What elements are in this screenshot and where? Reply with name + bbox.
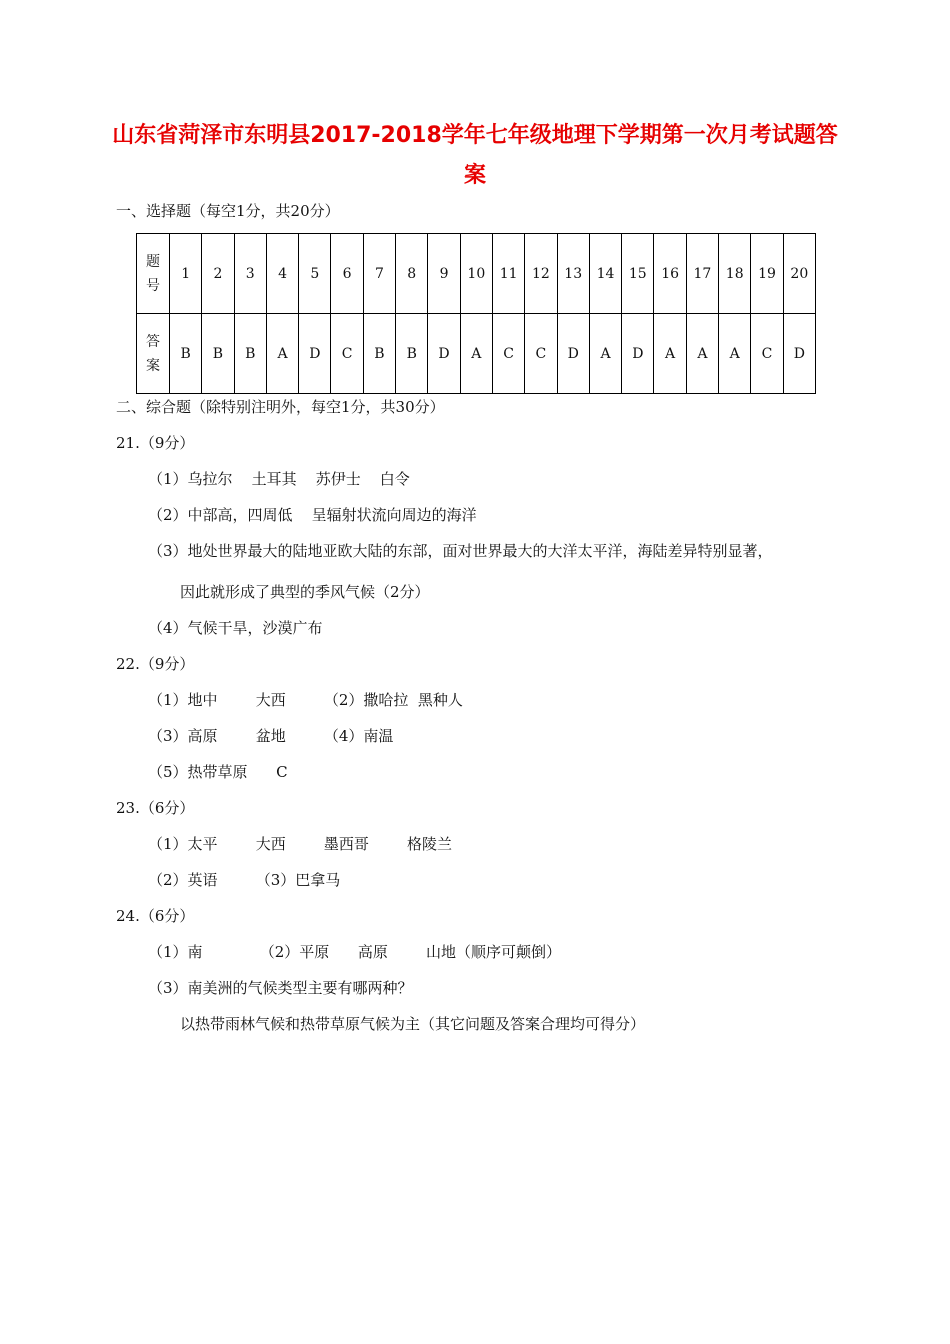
title-line-1: 山东省菏泽市东明县2017-2018学年七年级地理下学期第一次月考试题答: [112, 123, 838, 148]
question-number-cell: 5: [299, 234, 331, 314]
question-number-cell: 8: [396, 234, 428, 314]
row-header-question-char-2: 号: [146, 277, 160, 294]
q21-answer-2: （2）中部高，四周低 呈辐射状流向周边的海洋: [148, 506, 477, 524]
question-number-cell: 2: [202, 234, 234, 314]
question-number-cell: 7: [363, 234, 395, 314]
answer-cell: A: [589, 314, 621, 394]
answer-cell: C: [525, 314, 557, 394]
answer-cell: D: [622, 314, 654, 394]
question-number-cell: 4: [266, 234, 298, 314]
title-line-2: 案: [463, 163, 486, 188]
row-header-answer-char-2: 案: [146, 357, 160, 374]
answer-cell: A: [460, 314, 492, 394]
q23-answer-2: （2）英语 （3）巴拿马: [148, 871, 341, 889]
question-number-cell: 1: [170, 234, 202, 314]
answer-cell: D: [557, 314, 589, 394]
q21-answer-3-cont: 因此就形成了典型的季风气候（2分）: [180, 583, 430, 601]
page-title: [100, 116, 850, 196]
answer-cell: C: [492, 314, 524, 394]
answer-cell: D: [428, 314, 460, 394]
answer-cell: B: [170, 314, 202, 394]
question-23-heading: 23.（6分）: [116, 799, 195, 817]
question-21-heading: 21.（9分）: [116, 434, 195, 452]
section-2-heading: 二、综合题（除特别注明外，每空1分，共30分）: [116, 398, 445, 416]
question-24-heading: 24.（6分）: [116, 907, 195, 925]
q22-answer-3: （3）高原 盆地 （4）南温: [148, 727, 394, 745]
question-number-cell: 9: [428, 234, 460, 314]
question-number-cell: 20: [783, 234, 815, 314]
question-number-cell: 14: [589, 234, 621, 314]
answer-table: [136, 233, 816, 394]
question-22-heading: 22.（9分）: [116, 655, 195, 673]
question-number-cell: 3: [234, 234, 266, 314]
answer-cell: A: [686, 314, 718, 394]
q24-answer-1: （1）南 （2）平原 高原 山地（顺序可颠倒）: [148, 943, 562, 961]
row-header-answer: [137, 314, 170, 394]
answer-cell: B: [363, 314, 395, 394]
q22-answer-5: （5）热带草原 C: [148, 763, 288, 781]
section-1-heading: 一、选择题（每空1分，共20分）: [116, 202, 340, 220]
answer-cell: A: [266, 314, 298, 394]
q21-answer-3: （3）地处世界最大的陆地亚欧大陆的东部，面对世界最大的大洋太平洋，海陆差异特别显著，: [148, 542, 773, 560]
question-number-cell: 19: [751, 234, 783, 314]
q23-answer-1: （1）太平 大西 墨西哥 格陵兰: [148, 835, 452, 853]
answer-cell: A: [654, 314, 686, 394]
question-number-cell: 13: [557, 234, 589, 314]
q24-answer-3-cont: 以热带雨林气候和热带草原气候为主（其它问题及答案合理均可得分）: [180, 1015, 646, 1033]
q22-answer-1: （1）地中 大西 （2）撒哈拉 黑种人: [148, 691, 463, 709]
q21-answer-1: （1）乌拉尔 土耳其 苏伊士 白令: [148, 470, 410, 488]
table-row-answers: [137, 314, 816, 394]
answer-cell: B: [234, 314, 266, 394]
q24-answer-3: （3）南美洲的气候类型主要有哪两种？: [148, 979, 413, 997]
question-number-cell: 18: [719, 234, 751, 314]
question-number-cell: 11: [492, 234, 524, 314]
answer-cell: C: [751, 314, 783, 394]
answer-cell: D: [783, 314, 815, 394]
q21-answer-4: （4）气候干旱，沙漠广布: [148, 619, 323, 637]
row-header-answer-char-1: 答: [146, 333, 160, 350]
row-header-question: [137, 234, 170, 314]
question-number-cell: 17: [686, 234, 718, 314]
question-number-cell: 16: [654, 234, 686, 314]
question-number-cell: 10: [460, 234, 492, 314]
table-row-numbers: [137, 234, 816, 314]
answer-cell: B: [202, 314, 234, 394]
row-header-question-char-1: 题: [146, 253, 160, 270]
question-number-cell: 12: [525, 234, 557, 314]
answer-cell: A: [719, 314, 751, 394]
answer-cell: B: [396, 314, 428, 394]
answer-cell: D: [299, 314, 331, 394]
question-number-cell: 6: [331, 234, 363, 314]
answer-cell: C: [331, 314, 363, 394]
question-number-cell: 15: [622, 234, 654, 314]
